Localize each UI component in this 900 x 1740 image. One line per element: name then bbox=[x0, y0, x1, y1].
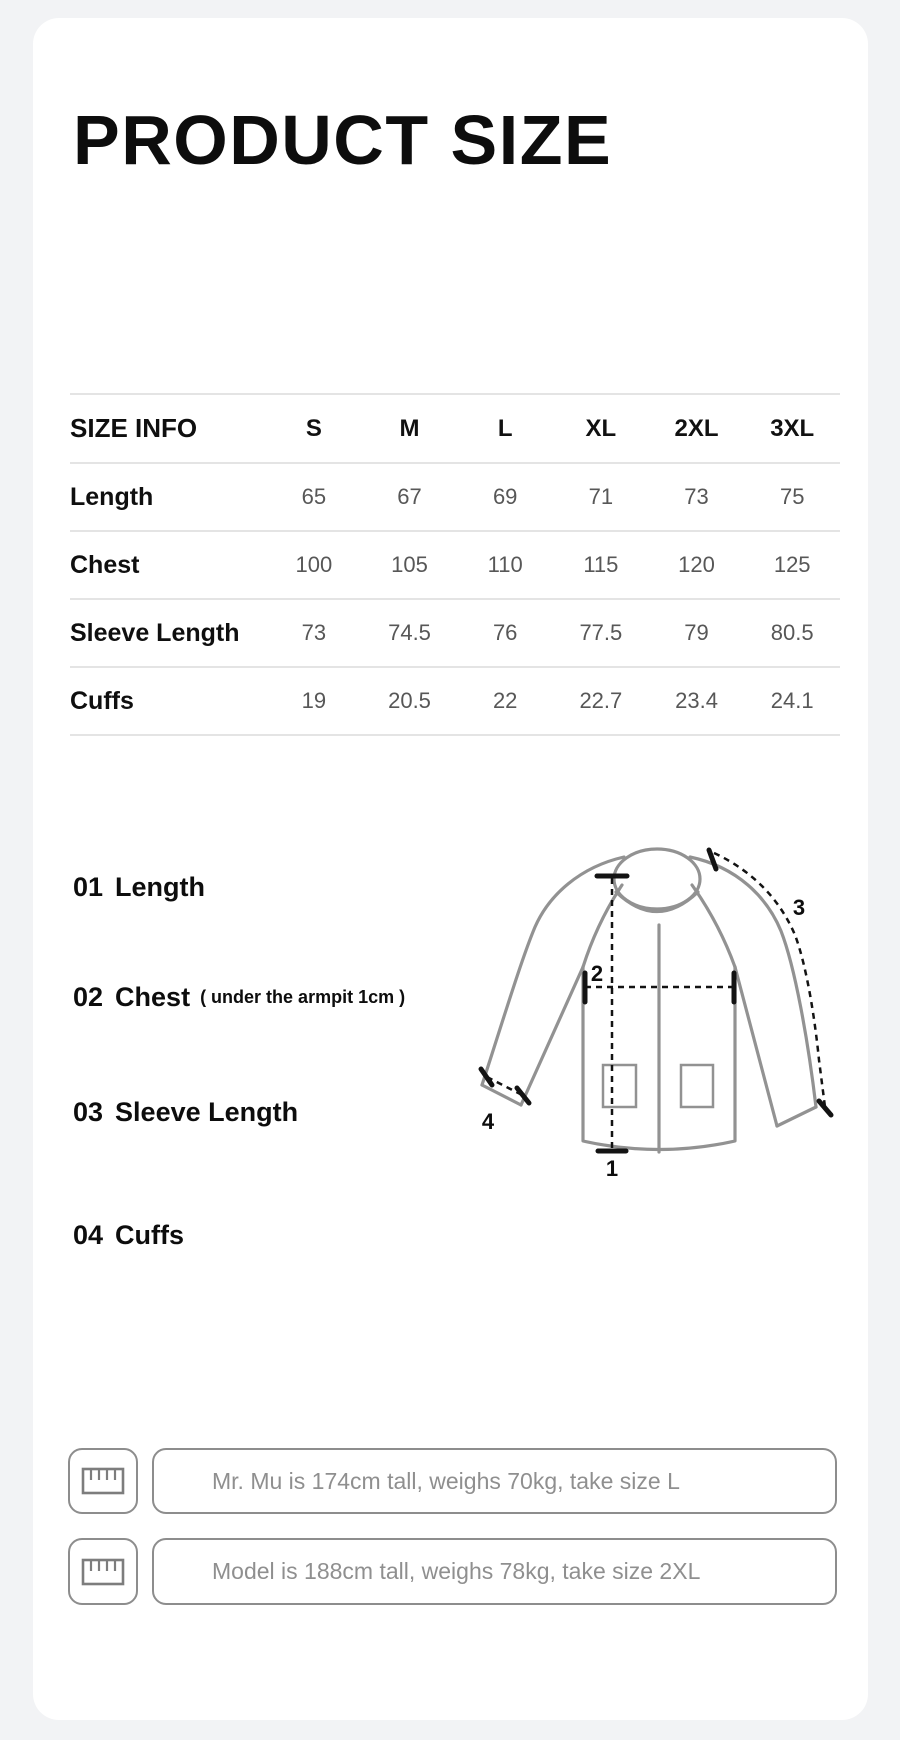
cell-value: 75 bbox=[779, 484, 805, 509]
table-row-chest bbox=[70, 530, 840, 598]
size-table-header-row bbox=[70, 393, 840, 462]
fit-note-1: Mr. Mu is 174cm tall, weighs 70kg, take size L bbox=[152, 1448, 837, 1514]
guide-number: 01 bbox=[73, 872, 104, 902]
cell-value: 23.4 bbox=[675, 688, 718, 713]
cell-value: 77.5 bbox=[579, 620, 623, 645]
guide-item-length bbox=[73, 872, 205, 903]
table-row-sleeve-length bbox=[70, 598, 840, 666]
right-sleeve-inner bbox=[735, 967, 777, 1126]
guide-label: Chest bbox=[115, 982, 191, 1012]
left-pocket bbox=[603, 1065, 636, 1107]
cell-value: 80.5 bbox=[770, 620, 814, 645]
right-cuff-edge bbox=[777, 1107, 816, 1126]
cell-value: 71 bbox=[588, 484, 614, 509]
cell-value: 69 bbox=[492, 484, 518, 509]
cell-value: 105 bbox=[391, 552, 428, 577]
cell-value: 24.1 bbox=[770, 688, 814, 713]
cell-value: 110 bbox=[487, 552, 523, 577]
page-title: PRODUCT SIZE bbox=[73, 101, 613, 179]
row-label: Length bbox=[70, 482, 154, 511]
guide-label: Sleeve Length bbox=[115, 1097, 299, 1127]
guide-label: Length bbox=[115, 872, 206, 902]
cell-value: 74.5 bbox=[388, 620, 431, 645]
right-pocket bbox=[681, 1065, 713, 1107]
size-col-2xl: 2XL bbox=[674, 414, 719, 442]
cell-value: 125 bbox=[773, 552, 811, 577]
cell-value: 120 bbox=[678, 552, 715, 577]
marker-4: 4 bbox=[481, 1109, 495, 1134]
jacket-measurement-diagram bbox=[425, 755, 870, 1185]
guide-label: Cuffs bbox=[115, 1220, 185, 1250]
guide-number: 04 bbox=[73, 1220, 104, 1250]
measure-line-sleeve bbox=[714, 853, 825, 1107]
row-label: Sleeve Length bbox=[70, 618, 240, 647]
size-table bbox=[70, 393, 840, 736]
ruler-icon-box-1 bbox=[68, 1448, 138, 1514]
ruler-icon-box-2 bbox=[68, 1538, 138, 1605]
row-label: Chest bbox=[70, 550, 140, 579]
size-col-3xl: 3XL bbox=[770, 414, 815, 442]
size-col-l: L bbox=[497, 414, 513, 442]
cell-value: 20.5 bbox=[388, 688, 431, 713]
row-label: Cuffs bbox=[70, 686, 134, 715]
guide-item-cuffs bbox=[73, 1220, 184, 1251]
size-col-xl: XL bbox=[585, 414, 617, 442]
cell-value: 73 bbox=[301, 620, 327, 645]
ruler-icon bbox=[80, 1465, 126, 1497]
guide-number: 02 bbox=[73, 982, 104, 1012]
cell-value: 100 bbox=[295, 552, 333, 577]
table-row-cuffs bbox=[70, 666, 840, 736]
table-row-length bbox=[70, 462, 840, 530]
size-col-s: S bbox=[305, 414, 322, 442]
content-card bbox=[33, 18, 868, 1720]
left-sleeve-inner bbox=[521, 967, 583, 1105]
cell-value: 73 bbox=[684, 484, 709, 509]
marker-2: 2 bbox=[590, 961, 604, 986]
cell-value: 67 bbox=[397, 484, 422, 509]
guide-note: ( under the armpit 1cm ) bbox=[200, 987, 406, 1007]
fit-note-2: Model is 188cm tall, weighs 78kg, take size 2XL bbox=[152, 1538, 837, 1605]
cell-value: 22 bbox=[492, 688, 518, 713]
guide-item-sleeve-length bbox=[73, 1097, 298, 1128]
left-raglan-seam bbox=[583, 885, 622, 967]
size-col-m: M bbox=[399, 414, 420, 442]
size-table-header-label: SIZE INFO bbox=[70, 413, 198, 443]
cell-value: 76 bbox=[492, 620, 518, 645]
cell-value: 115 bbox=[583, 552, 619, 577]
right-raglan-seam bbox=[692, 885, 735, 967]
guide-number: 03 bbox=[73, 1097, 104, 1127]
marker-1: 1 bbox=[605, 1156, 619, 1181]
cell-value: 19 bbox=[301, 688, 327, 713]
cell-value: 22.7 bbox=[579, 688, 623, 713]
ruler-icon bbox=[80, 1556, 126, 1588]
guide-item-chest bbox=[73, 982, 405, 1013]
cell-value: 65 bbox=[301, 484, 327, 509]
marker-3: 3 bbox=[792, 895, 806, 920]
cell-value: 79 bbox=[684, 620, 709, 645]
